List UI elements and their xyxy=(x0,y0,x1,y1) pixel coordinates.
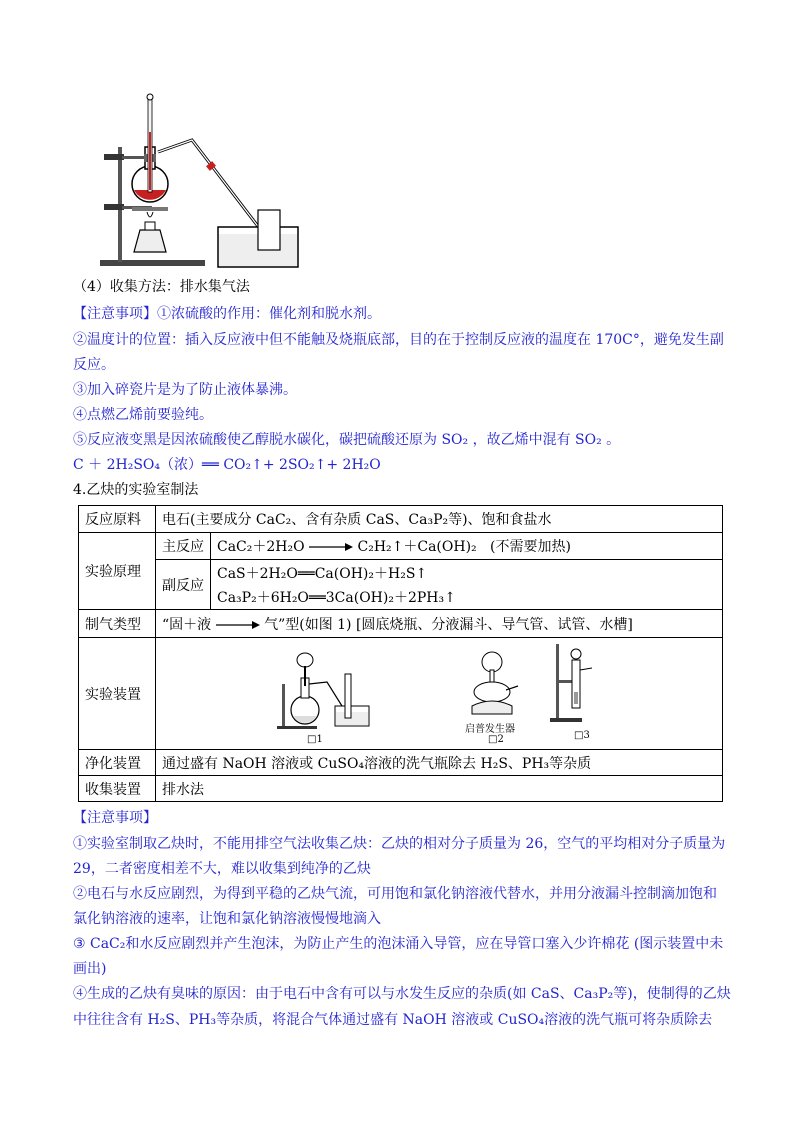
ethylene-apparatus-figure xyxy=(100,92,300,272)
apparatus-figures xyxy=(156,638,723,750)
collect-value: 排水法 xyxy=(156,776,723,802)
note-line: 画出) xyxy=(73,961,107,977)
note-line: ③加入碎瓷片是为了防止液体暴沸。 xyxy=(73,382,297,398)
side-equation: Ca₃P₂＋6H₂O══3Ca(OH)₂＋2PH₃↑ xyxy=(217,589,456,606)
principle-label: 实验原理 xyxy=(79,533,156,610)
side-reactions xyxy=(211,560,723,610)
arrow-icon xyxy=(216,621,260,629)
chemical-equation: C ＋ 2H₂SO₄（浓）══ CO₂↑+ 2SO₂↑+ 2H₂O xyxy=(73,457,381,473)
note-line: ②温度计的位置：插入反应液中但不能触及烧瓶底部，目的在于控制反应液的温度在 170C°，避免发生副 xyxy=(73,332,724,348)
note-line: 反应。 xyxy=(73,357,115,373)
purify-value: 通过盛有 NaOH 溶液或 CuSO₄溶液的洗气瓶除去 H₂S、PH₃等杂质 xyxy=(156,750,723,776)
figure-caption-3: □3 xyxy=(574,729,590,741)
raw-value: 电石(主要成分 CaC₂、含有杂质 CaS、Ca₃P₂等)、饱和食盐水 xyxy=(156,506,723,533)
notes-title: 【注意事项】 xyxy=(73,810,157,826)
note-line: ②电石与水反应剧烈，为得到平稳的乙炔气流，可用饱和氯化钠溶液代替水，并用分液漏斗控制滴加饱和 xyxy=(73,886,717,902)
apparatus-figure-1 xyxy=(277,644,372,730)
main-reaction-label: 主反应 xyxy=(156,533,211,560)
collect-label: 收集装置 xyxy=(79,776,156,802)
side-equation: CaS＋2H₂O══Ca(OH)₂＋H₂S↑ xyxy=(217,565,428,582)
collect-method: （4）收集方法：排水集气法 xyxy=(73,279,250,295)
apparatus-figure-3 xyxy=(550,640,600,726)
gas-type-value xyxy=(156,610,723,638)
figure-2-text: 启普发生器 xyxy=(465,723,515,735)
note-line: ④生成的乙炔有臭味的原因：由于电石中含有可以与水发生反应的杂质(如 CaS、Ca₃P₂等)，使制得的乙炔 xyxy=(73,986,731,1002)
main-reaction xyxy=(211,533,723,560)
gas-type-pre: “固＋液 xyxy=(162,616,212,633)
main-products: C₂H₂↑＋Ca(OH)₂ xyxy=(357,539,477,555)
gas-type-post: 气”型(如图 1) [圆底烧瓶、分液漏斗、导气管、试管、水槽] xyxy=(264,616,633,633)
note-line: 【注意事项】①浓硫酸的作用：催化剂和脱水剂。 xyxy=(73,306,381,322)
side-reaction-label: 副反应 xyxy=(156,560,211,610)
apparatus-label: 实验装置 xyxy=(79,638,156,750)
note-line: ④点燃乙烯前要验纯。 xyxy=(73,407,213,423)
main-reactants: CaC₂＋2H₂O xyxy=(217,539,305,555)
note-line: ③ CaC₂和水反应剧烈并产生泡沫，为防止产生的泡沫涌入导管，应在导管口塞入少许棉花 (图示装置中未 xyxy=(73,936,724,952)
note-line: ⑤反应液变黑是因浓硫酸使乙醇脱水碳化，碳把硫酸还原为 SO₂ ，故乙烯中混有 SO₂ 。 xyxy=(73,432,621,448)
main-note: (不需要加热) xyxy=(490,539,571,555)
acetylene-table xyxy=(78,505,723,802)
gas-type-label: 制气类型 xyxy=(79,610,156,638)
section-title: 4.乙炔的实验室制法 xyxy=(73,482,199,498)
figure-caption-2: □2 xyxy=(488,733,504,745)
note-line: ①实验室制取乙炔时，不能用排空气法收集乙炔：乙炔的相对分子质量为 26，空气的平均相对分子质量为 xyxy=(73,836,726,852)
apparatus-figure-2 xyxy=(462,650,522,720)
raw-label: 反应原料 xyxy=(79,506,156,533)
figure-caption-1: □1 xyxy=(307,733,323,745)
note-line: 中往往含有 H₂S、PH₃等杂质，将混合气体通过盛有 NaOH 溶液或 CuSO₄溶液的洗气瓶可将杂质除去 xyxy=(73,1012,713,1028)
arrow-icon xyxy=(309,543,353,551)
note-line: 29，二者密度相差不大，难以收集到纯净的乙炔 xyxy=(73,861,371,877)
note-line: 氯化钠溶液的速率，让饱和氯化钠溶液慢慢地滴入 xyxy=(73,911,381,927)
purify-label: 净化装置 xyxy=(79,750,156,776)
